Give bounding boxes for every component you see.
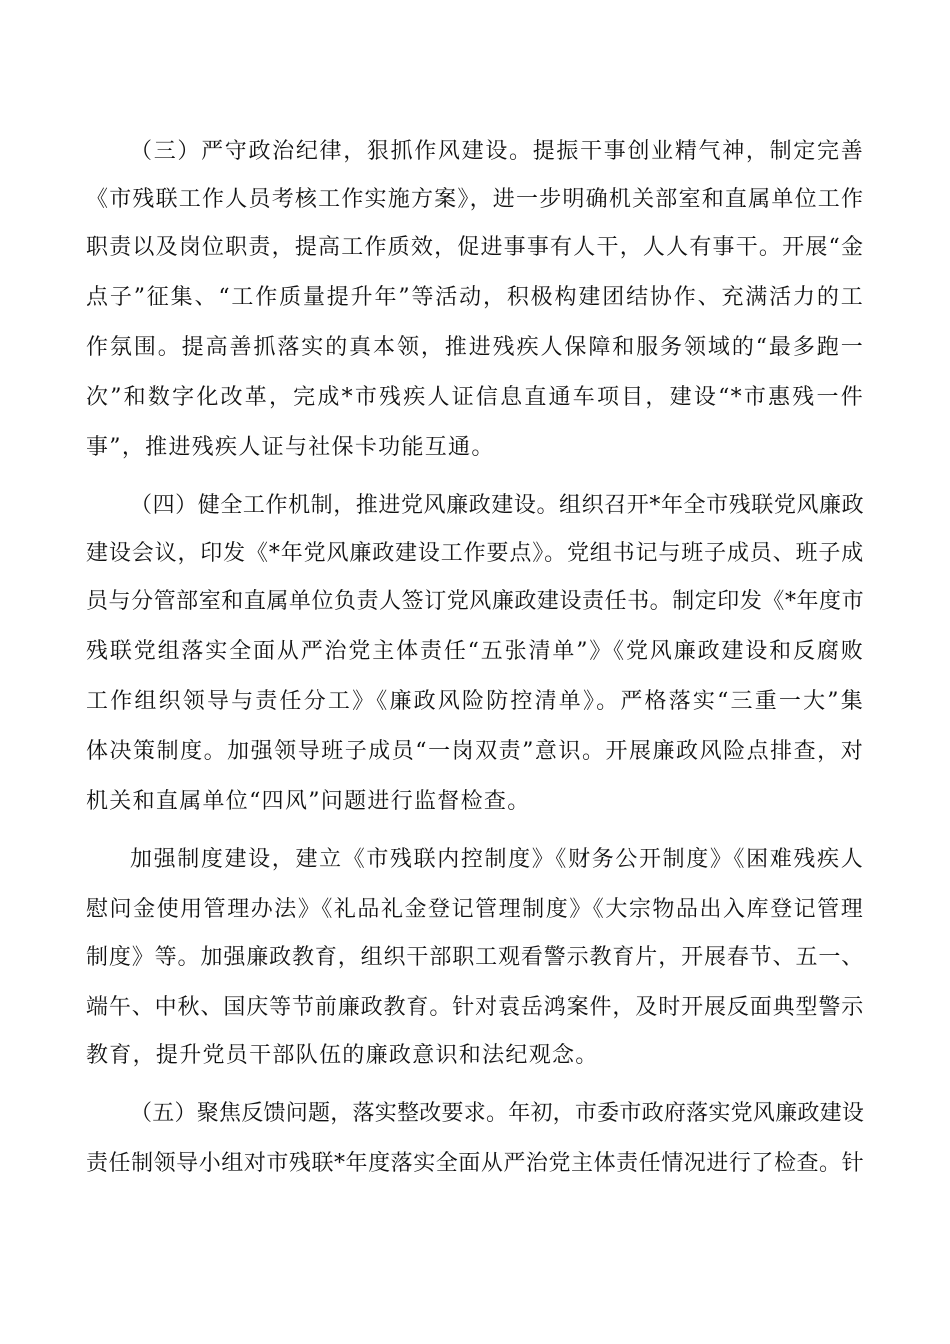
text-line: 工作组织领导与责任分工》《廉政风险防控清单》。严格落实“三重一大”集	[86, 689, 864, 714]
text-line: 残联党组落实全面从严治党主体责任“五张清单”》《党风廉政建设和反腐败	[86, 639, 864, 664]
text-line: 事”，推进残疾人证与社保卡功能互通。	[86, 435, 495, 460]
text-line: 员与分管部室和直属单位负责人签订党风廉政建设责任书。制定印发《*年度市	[86, 589, 864, 614]
text-line: （五）聚焦反馈问题，落实整改要求。年初，市委市政府落实党风廉政建设	[130, 1101, 864, 1126]
text-line: 作氛围。提高善抓落实的真本领，推进残疾人保障和服务领域的“最多跑一	[86, 335, 864, 360]
text-line: （三）严守政治纪律，狠抓作风建设。提振干事创业精气神，制定完善	[130, 139, 864, 164]
text-line: 制度》等。加强廉政教育，组织干部职工观看警示教育片，开展春节、五一、	[86, 945, 864, 970]
text-line: 体决策制度。加强领导班子成员“一岗双责”意识。开展廉政风险点排查，对	[86, 739, 864, 764]
text-line: 教育，提升党员干部队伍的廉政意识和法纪观念。	[86, 1043, 599, 1068]
text-line: 职责以及岗位职责，提高工作质效，促进事事有人干，人人有事干。开展“金	[86, 235, 864, 260]
text-line: 责任制领导小组对市残联*年度落实全面从严治党主体责任情况进行了检查。针	[86, 1151, 864, 1176]
text-line: （四）健全工作机制，推进党风廉政建设。组织召开*年全市残联党风廉政	[130, 493, 864, 518]
text-line: 建设会议，印发《*年党风廉政建设工作要点》。党组书记与班子成员、班子成	[86, 541, 864, 566]
text-line: 《市残联工作人员考核工作实施方案》，进一步明确机关部室和直属单位工作	[86, 187, 864, 212]
text-line: 机关和直属单位“四风”问题进行监督检查。	[86, 789, 531, 814]
text-line: 慰问金使用管理办法》《礼品礼金登记管理制度》《大宗物品出入库登记管理	[86, 897, 864, 922]
text-line: 加强制度建设，建立《市残联内控制度》《财务公开制度》《困难残疾人	[130, 847, 864, 872]
text-line: 点子”征集、“工作质量提升年”等活动，积极构建团结协作、充满活力的工	[86, 285, 864, 310]
text-line: 次”和数字化改革，完成*市残疾人证信息直通车项目，建设“*市惠残一件	[86, 385, 864, 410]
text-line: 端午、中秋、国庆等节前廉政教育。针对袁岳鸿案件，及时开展反面典型警示	[86, 995, 864, 1020]
